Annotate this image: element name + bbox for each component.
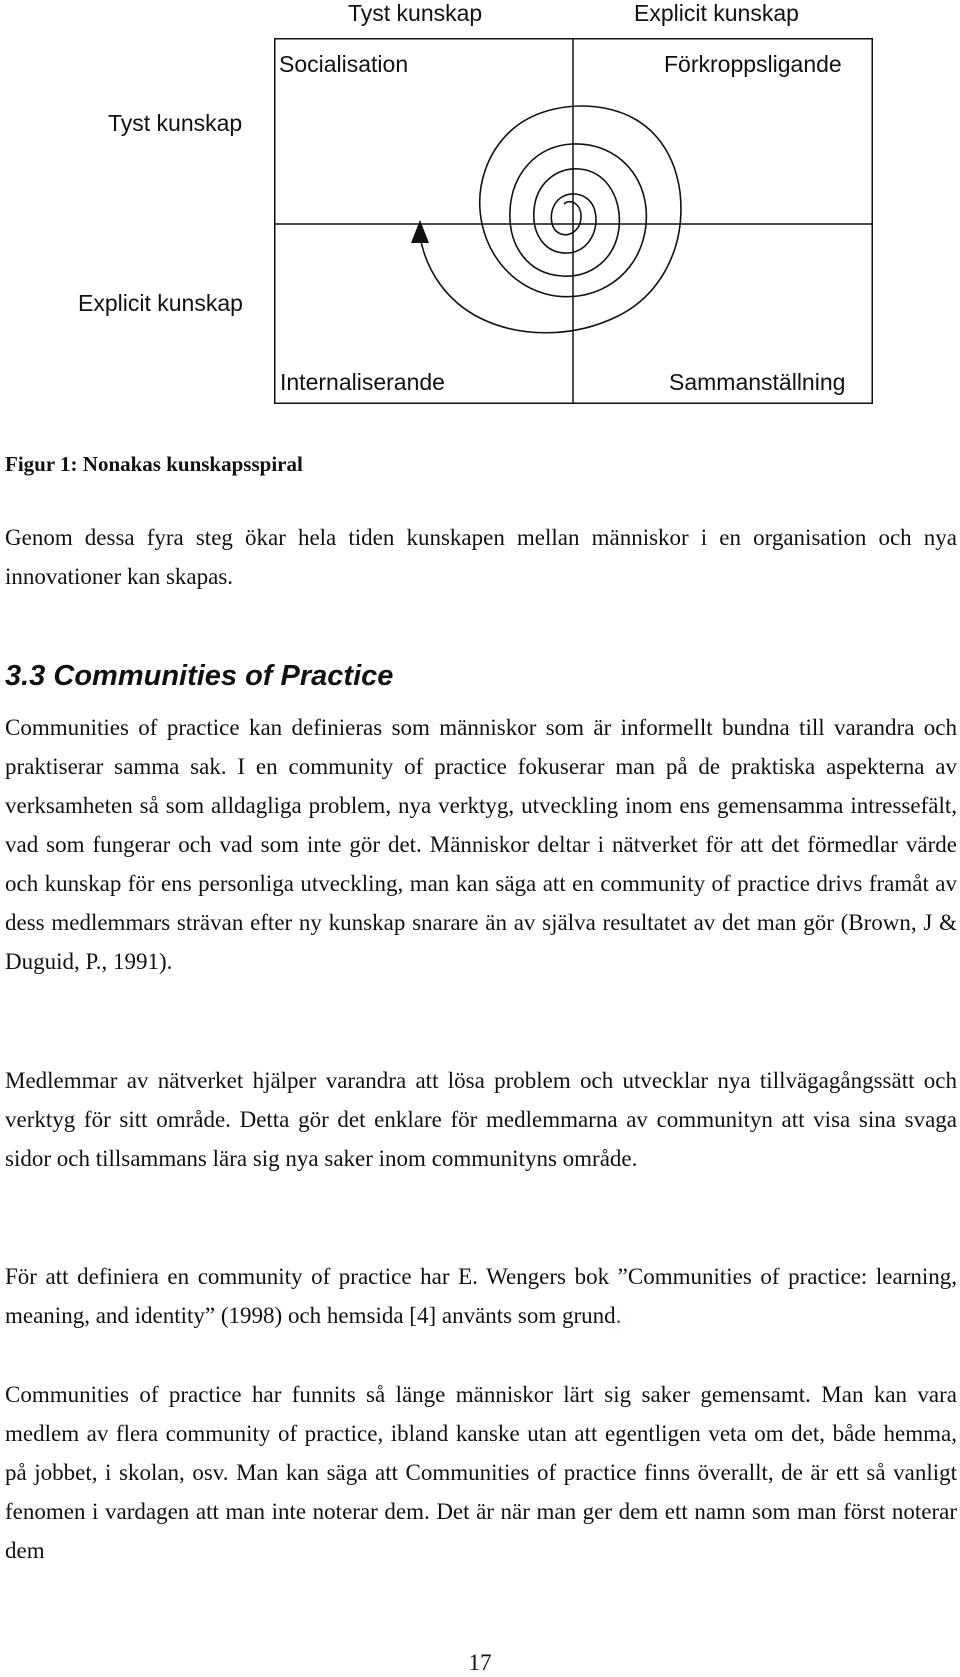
col-header-explicit: Explicit kunskap	[634, 0, 799, 26]
row-header-explicit: Explicit kunskap	[78, 290, 243, 316]
page-number: 17	[468, 1650, 492, 1675]
quadrant-externalisation: Förkroppsligande	[664, 51, 842, 77]
quadrant-internalisation: Internaliserande	[280, 369, 445, 395]
quadrant-combination: Sammanställning	[669, 369, 846, 395]
paragraph-members: Medlemmar av nätverket hjälper varandra att lösa problem och utvecklar nya tillvägagångssätt och verktyg för sitt område. Detta gör det enklare för medlemmarna av communityn att visa sina svaga sidor och tillsammans lära sig nya saker inom communityns område.	[5, 1068, 957, 1171]
paragraph-sources	[5, 1257, 957, 1335]
col-header-tacit: Tyst kunskap	[348, 0, 483, 26]
paragraph-definition: Communities of practice kan definieras som människor som är informellt bundna till varandra och praktiserar samma sak. I en community of practice fokuserar man på de praktiska aspekterna av verksamheten så som alldagliga problem, nya verktyg, utveckling inom ens gemensamma intressefält, vad som fungerar och vad som inte gör det. Människor deltar i nätverket för att det förmedlar värde och kunskap för ens personliga utveckling, man kan säga att en community of practice drivs framåt av dess medlemmars strävan efter ny kunskap snarare än av själva resultatet av det man gör (Brown, J & Duguid, P., 1991).	[5, 715, 957, 974]
row-header-tacit: Tyst kunskap	[108, 110, 243, 136]
quadrant-diagram	[274, 38, 873, 404]
paragraph-sources-text: För att definiera en community of practice har E. Wengers bok ”Communities of practice: learning, meaning, and identity” (1998) och hemsida [4] använts som grund	[5, 1264, 957, 1328]
spiral-path	[420, 106, 681, 333]
quadrant-socialisation: Socialisation	[279, 51, 409, 77]
paragraph-history: Communities of practice har funnits så länge människor lärt sig saker gemensamt. Man kan vara medlem av flera community of practice, ibland kanske utan att egentligen veta om det, både hemma, på jobbet, i skolan, osv. Man kan säga att Communities of practice finns överallt, de är ett så vanligt fenomen i vardagen att man inte noterar dem. Det är när man ger dem ett namn som man först noterar dem	[5, 1382, 957, 1563]
intro-paragraph: Genom dessa fyra steg ökar hela tiden kunskapen mellan människor i en organisation och nya innovationer kan skapas.	[5, 525, 957, 589]
figure-caption: Figur 1: Nonakas kunskapsspiral	[5, 452, 303, 476]
paragraph-sources-end: .	[615, 1303, 622, 1328]
knowledge-spiral-figure	[0, 0, 960, 420]
section-heading: 3.3 Communities of Practice	[5, 660, 394, 692]
